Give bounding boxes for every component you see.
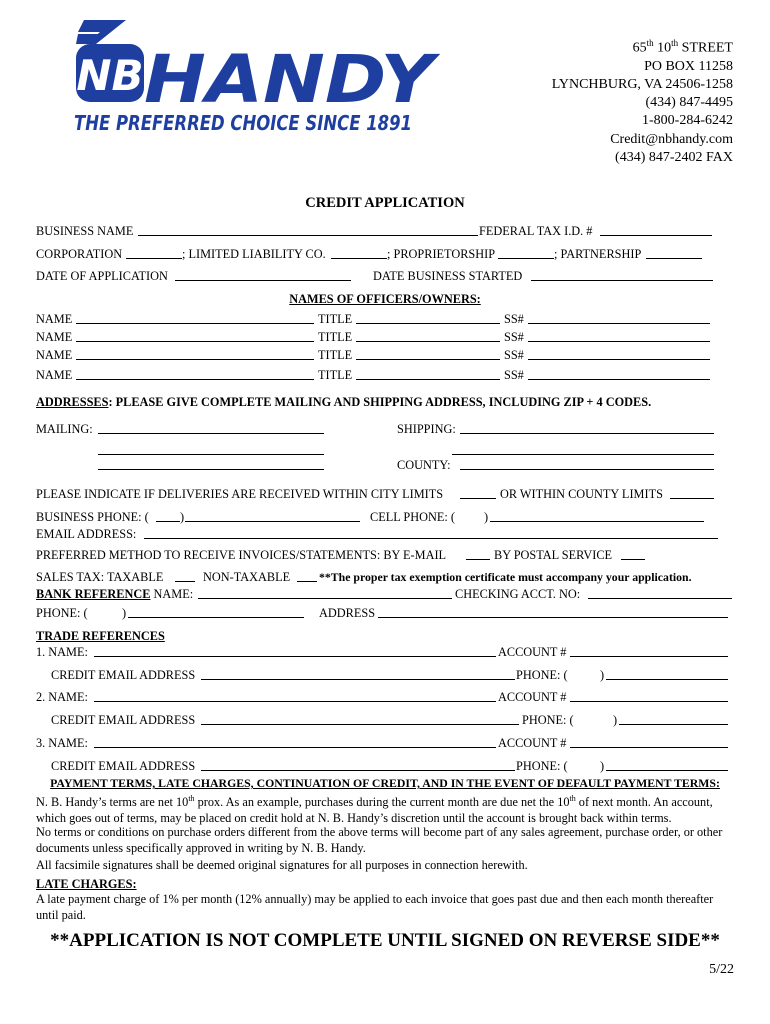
- city-state-zip: LYNCHBURG, VA 24506-1258: [551, 77, 733, 93]
- officer-ss-label: SS#: [504, 348, 524, 362]
- form-title: CREDIT APPLICATION: [305, 195, 465, 211]
- date-application-label: DATE OF APPLICATION: [36, 269, 168, 283]
- cell-phone-field[interactable]: [490, 509, 704, 522]
- addresses-heading: [36, 394, 651, 410]
- bank-reference-row: [36, 586, 193, 602]
- fax: (434) 847-2402 FAX: [615, 149, 733, 165]
- business-name-label: BUSINESS NAME: [36, 224, 134, 238]
- checking-label: CHECKING ACCT. NO:: [455, 587, 581, 601]
- officer-title-label: TITLE: [318, 312, 353, 326]
- credit-email-label: CREDIT EMAIL ADDRESS: [51, 713, 196, 727]
- bank-name-label: NAME:: [150, 587, 194, 601]
- officer-name-label: NAME: [36, 330, 73, 344]
- business-phone-label: BUSINESS PHONE: (: [36, 510, 149, 524]
- officer-title-label: TITLE: [318, 330, 353, 344]
- taxable-field[interactable]: [175, 569, 195, 582]
- late-charges-heading: LATE CHARGES:: [36, 877, 137, 891]
- shipping-line-2[interactable]: [452, 442, 714, 455]
- partnership-field[interactable]: [646, 246, 702, 259]
- officer-ss-field[interactable]: [528, 347, 710, 360]
- phone-paren: ): [613, 713, 618, 727]
- account-field[interactable]: [570, 644, 728, 657]
- mailing-line-1[interactable]: [98, 421, 324, 434]
- bank-name-field[interactable]: [198, 586, 452, 599]
- addresses-label: ADDRESSES: [36, 395, 109, 409]
- phone-local: (434) 847-4495: [645, 95, 733, 111]
- trade-name-label: 2. NAME:: [36, 690, 88, 704]
- officer-title-field[interactable]: [356, 311, 500, 324]
- credit-email-label: CREDIT EMAIL ADDRESS: [51, 759, 196, 773]
- phone-label: PHONE: (: [516, 668, 568, 682]
- signature-notice: **APPLICATION IS NOT COMPLETE UNTIL SIGNED ON REVERSE SIDE**: [50, 930, 720, 951]
- officer-title-field[interactable]: [356, 347, 500, 360]
- officer-title-field[interactable]: [356, 329, 500, 342]
- corporation-label: CORPORATION: [36, 247, 123, 261]
- officer-name-label: NAME: [36, 368, 73, 382]
- bank-reference-label: BANK REFERENCE: [36, 587, 151, 601]
- bank-address-field[interactable]: [378, 605, 728, 618]
- mailing-label: MAILING:: [36, 422, 93, 436]
- mailing-line-3[interactable]: [98, 457, 324, 470]
- mailing-line-2[interactable]: [98, 442, 324, 455]
- sales-tax-label: SALES TAX: TAXABLE: [36, 570, 164, 584]
- bank-address-label: ADDRESS: [319, 606, 376, 620]
- business-name-field[interactable]: [138, 223, 478, 236]
- cell-phone-paren: ): [484, 510, 489, 524]
- account-label: ACCOUNT #: [498, 736, 567, 750]
- account-field[interactable]: [570, 689, 728, 702]
- officer-name-field[interactable]: [76, 347, 314, 360]
- late-charges-text: A late payment charge of 1% per month (12% annually) may be applied to each invoice that goes past due and then each month thereafter until paid.: [36, 892, 714, 922]
- phone-field[interactable]: [619, 712, 728, 725]
- email-address-field[interactable]: [144, 526, 718, 539]
- partnership-label: ; PARTNERSHIP: [554, 247, 642, 261]
- account-label: ACCOUNT #: [498, 690, 567, 704]
- officer-ss-label: SS#: [504, 312, 524, 326]
- phone-paren: ): [600, 668, 605, 682]
- officers-heading: NAMES OF OFFICERS/OWNERS:: [289, 292, 481, 306]
- phone-paren: ): [600, 759, 605, 773]
- account-field[interactable]: [570, 735, 728, 748]
- business-phone-paren: ): [180, 510, 185, 524]
- credit-email-field[interactable]: [201, 758, 515, 771]
- svg-text:NB: NB: [76, 51, 144, 100]
- credit-email-label: CREDIT EMAIL ADDRESS: [51, 668, 196, 682]
- officer-ss-label: SS#: [504, 368, 524, 382]
- street: 65th 10th STREET: [632, 38, 733, 56]
- officer-title-label: TITLE: [318, 348, 353, 362]
- phone-tollfree: 1-800-284-6242: [642, 113, 733, 129]
- officer-name-field[interactable]: [76, 329, 314, 342]
- svg-text:THE PREFERRED CHOICE SINCE 189: THE PREFERRED CHOICE SINCE 1891: [74, 111, 412, 135]
- account-label: ACCOUNT #: [498, 645, 567, 659]
- phone-label: PHONE: (: [516, 759, 568, 773]
- federal-tax-label: FEDERAL TAX I.D. #: [479, 224, 593, 238]
- trade-name-label: 1. NAME:: [36, 645, 88, 659]
- credit-email-field[interactable]: [201, 667, 515, 680]
- officer-ss-label: SS#: [504, 330, 524, 344]
- preferred-method-label: PREFERRED METHOD TO RECEIVE INVOICES/STATEMENTS: BY E-MAIL: [36, 548, 447, 562]
- phone-field[interactable]: [606, 667, 728, 680]
- date-application-field[interactable]: [175, 268, 351, 281]
- superscript-th: th: [188, 794, 195, 803]
- business-phone-field[interactable]: [185, 509, 360, 522]
- officer-title-label: TITLE: [318, 368, 353, 382]
- credit-email[interactable]: Credit@nbhandy.com: [610, 131, 733, 147]
- phone-field[interactable]: [606, 758, 728, 771]
- shipping-line-1[interactable]: [460, 421, 714, 434]
- officer-name-label: NAME: [36, 312, 73, 326]
- payment-p1a: N. B. Handy’s terms are net 10: [36, 795, 189, 810]
- llc-label: ; LIMITED LIABILITY CO.: [182, 247, 326, 261]
- llc-field[interactable]: [331, 246, 387, 259]
- federal-tax-field[interactable]: [600, 223, 712, 236]
- officer-ss-field[interactable]: [528, 329, 710, 342]
- county-label: COUNTY:: [397, 458, 451, 472]
- nb-handy-logo: [74, 18, 441, 135]
- officer-title-field[interactable]: [356, 367, 500, 380]
- tax-certificate-note: **The proper tax exemption certificate must accompany your application.: [319, 570, 692, 584]
- county-limits-field[interactable]: [670, 486, 714, 499]
- officer-name-field[interactable]: [76, 311, 314, 324]
- email-address-label: EMAIL ADDRESS:: [36, 527, 137, 541]
- trade-name-label: 3. NAME:: [36, 736, 88, 750]
- payment-terms-heading: PAYMENT TERMS, LATE CHARGES, CONTINUATION OF CREDIT, AND IN THE EVENT OF DEFAULT PAYMENT TERMS:: [50, 776, 720, 790]
- credit-email-field[interactable]: [201, 712, 519, 725]
- officer-ss-field[interactable]: [528, 367, 710, 380]
- shipping-label: SHIPPING:: [397, 422, 456, 436]
- business-phone-area[interactable]: [156, 509, 180, 522]
- corporation-field[interactable]: [126, 246, 182, 259]
- trade-name-field[interactable]: [94, 689, 496, 702]
- payment-terms-paragraph-2: No terms or conditions on purchase orders different from the above terms will become part of any sales agreement, purchase order, or other documents unless specifically approved in writing by N. B. Handy.: [36, 825, 723, 855]
- non-taxable-label: NON-TAXABLE: [203, 570, 291, 584]
- checking-field[interactable]: [588, 586, 732, 599]
- officer-ss-field[interactable]: [528, 311, 710, 324]
- email-choice-field[interactable]: [466, 547, 490, 560]
- form-version: 5/22: [709, 962, 734, 977]
- postal-label: BY POSTAL SERVICE: [494, 548, 613, 562]
- county-field[interactable]: [460, 457, 714, 470]
- payment-p1b: prox. As an example, purchases during the current month are due net the 10: [194, 795, 570, 810]
- company-address: [552, 34, 733, 167]
- payment-terms-paragraph-3: All facsimile signatures shall be deemed original signatures for all purposes in connection herewith.: [36, 858, 528, 872]
- cell-phone-label: CELL PHONE: (: [370, 510, 455, 524]
- addresses-instructions: : PLEASE GIVE COMPLETE MAILING AND SHIPPING ADDRESS, INCLUDING ZIP + 4 CODES.: [108, 395, 652, 409]
- city-limits-field[interactable]: [460, 486, 496, 499]
- date-started-label: DATE BUSINESS STARTED: [373, 269, 523, 283]
- trade-name-field[interactable]: [94, 735, 496, 748]
- postal-choice-field[interactable]: [621, 547, 645, 560]
- county-limits-label: OR WITHIN COUNTY LIMITS: [500, 487, 663, 501]
- non-taxable-field[interactable]: [297, 569, 317, 582]
- phone-label: PHONE: (: [522, 713, 574, 727]
- trade-references-heading: TRADE REFERENCES: [36, 629, 165, 643]
- payment-p1c: of next month. An account, which goes out of terms, may be placed on credit hold at N. B. Handy’s discretion until the account is brought back within terms.: [36, 795, 713, 825]
- proprietorship-label: ; PROPRIETORSHIP: [387, 247, 496, 261]
- payment-terms-paragraph-1: [36, 791, 738, 826]
- proprietorship-field[interactable]: [498, 246, 554, 259]
- trade-name-field[interactable]: [94, 644, 496, 657]
- superscript-th: th: [569, 794, 576, 803]
- svg-text:HANDY: HANDY: [144, 41, 441, 118]
- bank-phone-label: PHONE: (: [36, 606, 88, 620]
- officer-name-label: NAME: [36, 348, 73, 362]
- bank-phone-field[interactable]: [128, 605, 304, 618]
- officer-name-field[interactable]: [76, 367, 314, 380]
- deliveries-label: PLEASE INDICATE IF DELIVERIES ARE RECEIVED WITHIN CITY LIMITS: [36, 487, 444, 501]
- po-box: PO BOX 11258: [644, 58, 733, 74]
- bank-phone-paren: ): [122, 606, 127, 620]
- date-started-field[interactable]: [531, 268, 713, 281]
